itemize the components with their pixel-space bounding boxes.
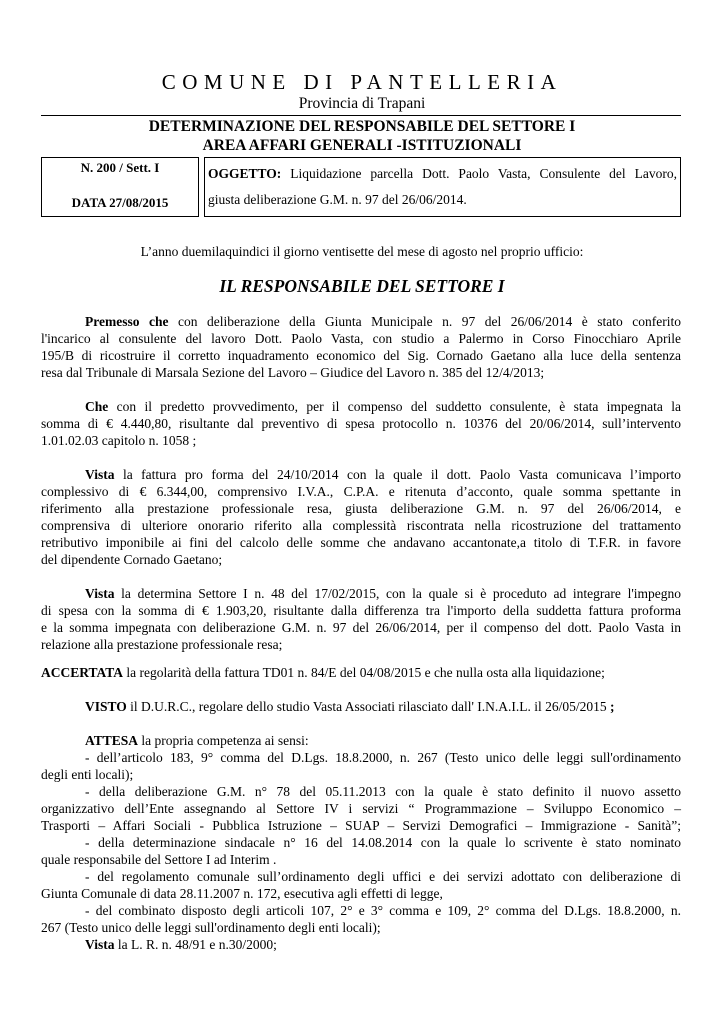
subject-label: OGGETTO: (208, 166, 282, 181)
list-item: - del combinato disposto degli articoli 107, 2° e 3° comma e 109, 2° comma del D.Lgs. 18.8.2000, n. (85, 903, 681, 918)
paragraph-lead: ATTESA (85, 733, 139, 748)
paragraph-line: la fattura pro forma del 24/10/2014 con la quale il dott. Paolo Vasta comunicava l’importo (114, 467, 681, 482)
paragraph-line: l'incarico al consulente del lavoro Dott. Paolo Vasta, con studio a Palermo in Corso Finocchiaro Aprile (41, 331, 681, 346)
paragraph-lead: Vista (85, 467, 115, 482)
paragraph-visto-durc (85, 699, 681, 715)
paragraph-vista-determina (85, 586, 681, 602)
paragraph-vista-legge (85, 937, 681, 953)
paragraph-line: con il predetto provvedimento, per il compenso del suddetto consulente, è stata impegnata la (108, 399, 681, 414)
province-name: Provincia di Trapani (298, 95, 426, 112)
section-title: IL RESPONSABILE DEL SETTORE I (219, 276, 505, 296)
paragraph-line: 1.01.02.03 capitolo n. 1058 ; (41, 433, 197, 448)
paragraph-line: la propria competenza ai sensi: (138, 733, 309, 748)
paragraph-premesso (85, 314, 681, 330)
paragraph-attesa (85, 733, 681, 749)
determination-number: N. 200 / Sett. I (80, 160, 160, 175)
paragraph-line: quale responsabile del Settore I ad Interim . (41, 852, 277, 867)
paragraph-line: retributivo imponibile ai fini del calcolo delle somme che andavano accantonate,a titolo di T.F.R. in favore (41, 535, 681, 550)
intro-text: L’anno duemilaquindici il giorno ventisette del mese di agosto nel proprio ufficio: (140, 244, 584, 259)
paragraph-vista-fattura (85, 467, 681, 483)
paragraph-lead: VISTO (85, 699, 127, 714)
paragraph-lead: Premesso che (85, 314, 169, 329)
paragraph-line: organizzativo dell’Ente assegnando al Settore IV i servizi “ Programmazione – Sviluppo Economico – (41, 801, 681, 816)
list-item: - dell’articolo 183, 9° comma del D.Lgs. 18.8.2000, n. 267 (Testo unico delle leggi sull'ordinamento (85, 750, 681, 765)
paragraph-line: 267 (Testo unico delle leggi sull'ordinamento degli enti locali); (41, 920, 381, 935)
paragraph-lead: Vista (85, 937, 115, 952)
header-divider (41, 115, 681, 116)
paragraph-line: resa dal Tribunale di Marsala Sezione del Lavoro – Giudice del Lavoro n. 385 del 12/4/2013; (41, 365, 545, 380)
info-box (41, 157, 681, 217)
paragraph-line: la regolarità della fattura TD01 n. 84/E del 04/08/2015 e che nulla osta alla liquidazione; (123, 665, 605, 680)
paragraph-accertata (41, 665, 681, 681)
municipality-name: COMUNE DI PANTELLERIA (161, 70, 563, 94)
paragraph-line: degli enti locali); (41, 767, 134, 782)
list-item: - della determinazione sindacale n° 16 del 14.08.2014 con la quale lo scrivente è stato nominato (85, 835, 681, 850)
paragraph-line: la L. R. n. 48/91 e n.30/2000; (114, 937, 277, 952)
paragraph-line: 195/B di ricostruire il corretto inquadramento economico del Sig. Cornado Gaetano alla luce della sentenza (41, 348, 681, 363)
list-item: - del regolamento comunale sull’ordinamento degli uffici e dei servizi adottato con deliberazione di (85, 869, 681, 884)
paragraph-line: Trasporti – Affari Sociali - Pubblica Istruzione – SUAP – Servizi Demografici – Immigrazione - Sanità”; (41, 818, 681, 833)
paragraph-lead: Vista (85, 586, 115, 601)
subject-text-line2: giusta deliberazione G.M. n. 97 del 26/06/2014. (208, 192, 467, 207)
paragraph-line: riferimento alla prestazione professionale resa, giusta deliberazione G.M. n. 97 del 26/06/2014, e (41, 501, 681, 516)
paragraph-lead: Che (85, 399, 109, 414)
paragraph-line: con deliberazione della Giunta Municipale n. 97 del 26/06/2014 è stato conferito (168, 314, 681, 329)
paragraph-tail: ; (610, 699, 615, 714)
paragraph-line: complessivo di € 6.344,00, comprensivo I.V.A., C.P.A. e ritenuta d’acconto, quale somma spettante in (41, 484, 681, 499)
document-area: AREA AFFARI GENERALI -ISTITUZIONALI (202, 137, 522, 154)
paragraph-line: il D.U.R.C., regolare dello studio Vasta Associati rilasciato dall' I.N.A.I.L. il 26/05/2015 (126, 699, 611, 714)
paragraph-line: la determina Settore I n. 48 del 17/02/2015, con la quale si è proceduto ad integrare l'impegno (114, 586, 681, 601)
paragraph-line: Giunta Comunale di data 28.11.2007 n. 172, esecutiva agli effetti di legge, (41, 886, 443, 901)
paragraph-line: e la somma impegnata con deliberazione G.M. n. 97 del 26/06/2014, per il compenso del dott. Paolo Vasta in (41, 620, 681, 635)
paragraph-lead: ACCERTATA (41, 665, 124, 680)
subject-text-line1: Liquidazione parcella Dott. Paolo Vasta, Consulente del Lavoro, (281, 166, 677, 181)
paragraph-line: relazione alla prestazione professionale resa; (41, 637, 283, 652)
subject-cell (205, 158, 681, 217)
paragraph-line: somma di € 4.440,80, risultante dal preventivo di spesa protocollo n. 10376 del 20/06/2014, sull’intervento (41, 416, 681, 431)
paragraph-line: comprensiva di ulteriore onorario riferito alla complessità riscontrata nella ricostruzione del trattamento (41, 518, 681, 533)
number-date-cell (42, 158, 199, 217)
paragraph-che (85, 399, 681, 415)
document-title: DETERMINAZIONE DEL RESPONSABILE DEL SETTORE I (148, 118, 576, 135)
list-item: - della deliberazione G.M. n° 78 del 05.11.2013 con la quale è stato definito il nuovo assetto (85, 784, 681, 799)
paragraph-line: del dipendente Cornado Gaetano; (41, 552, 223, 567)
determination-date: DATA 27/08/2015 (71, 195, 169, 210)
paragraph-line: di spesa con la somma di € 1.903,20, risultante dalla differenza tra l'importo della suddetta fattura proforma (41, 603, 681, 618)
